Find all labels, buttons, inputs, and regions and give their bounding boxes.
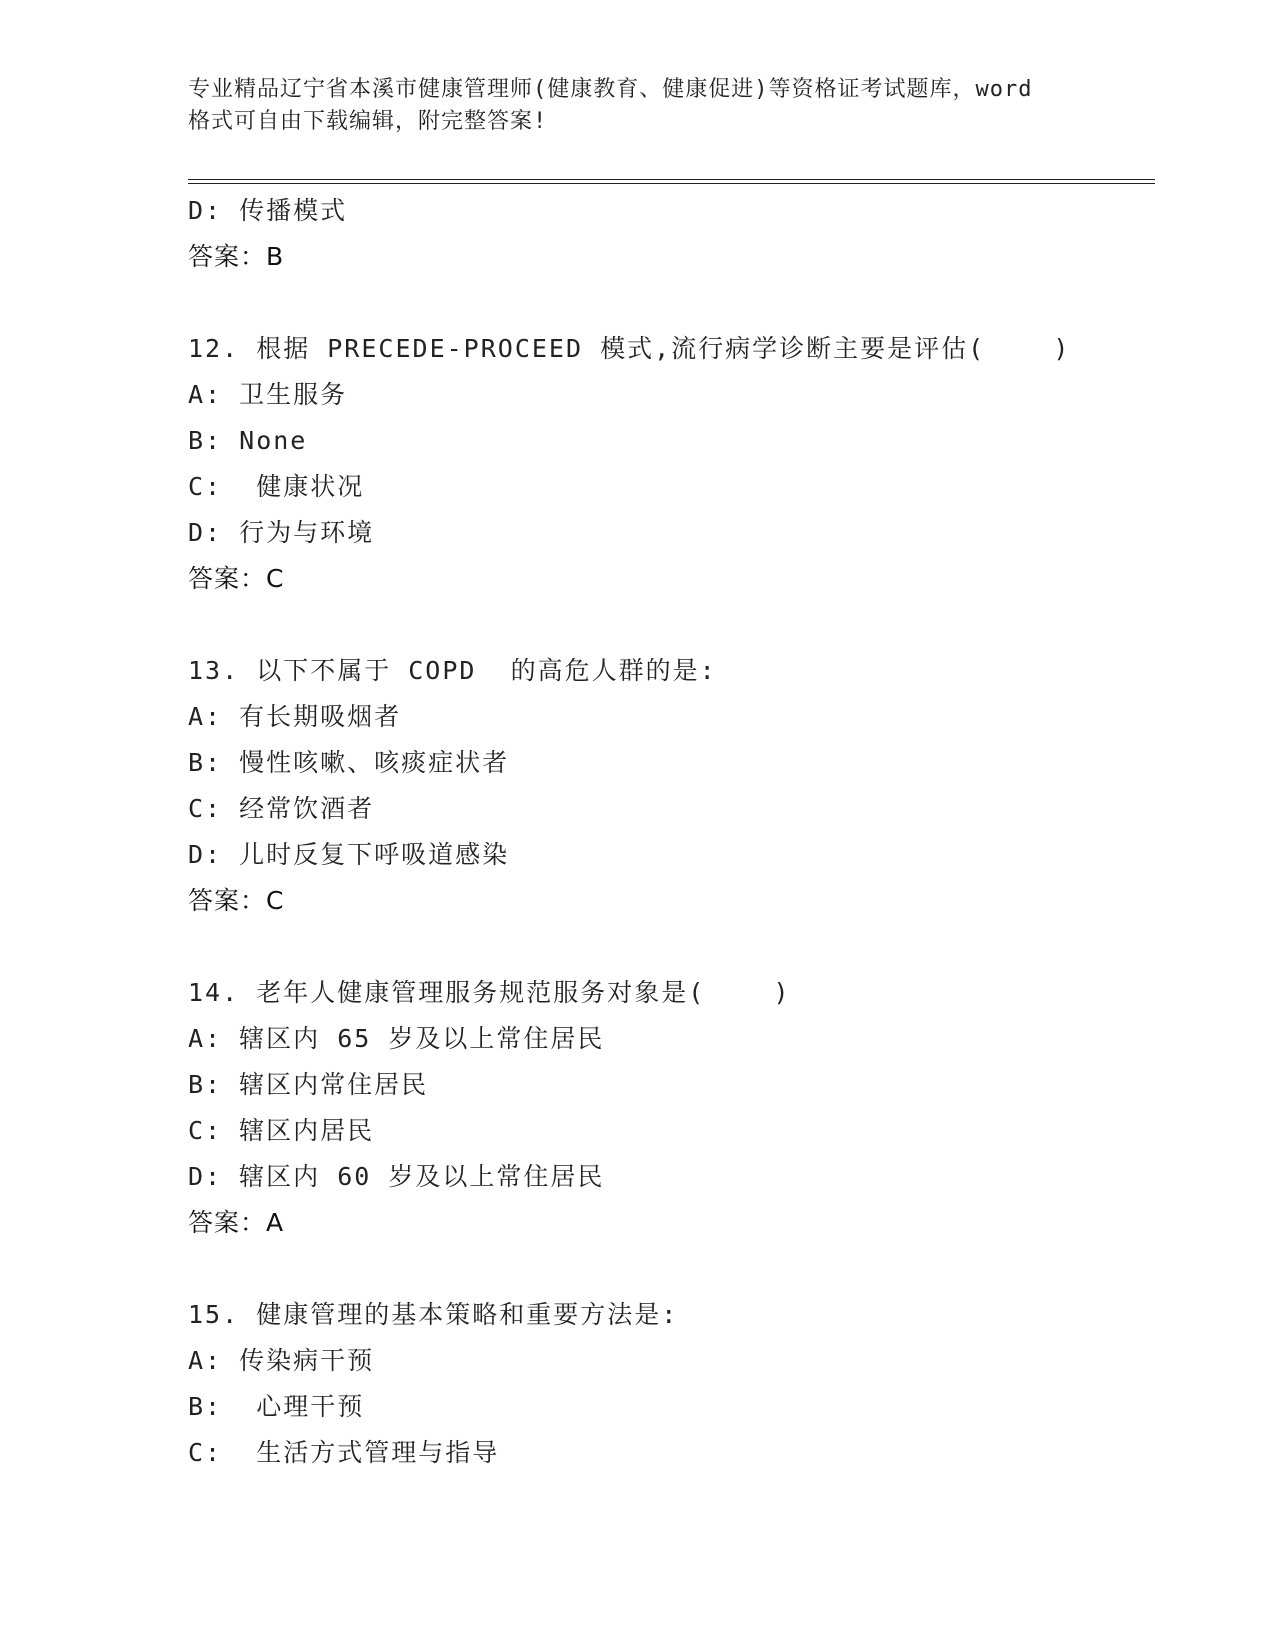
option-d: D: 传播模式	[188, 196, 348, 225]
header-line-1: 专业精品辽宁省本溪市健康管理师(健康教育、健康促进)等资格证考试题库，word	[188, 77, 1033, 102]
question-stem: 12. 根据 PRECEDE-PROCEED 模式,流行病学诊断主要是评估( )	[188, 334, 1071, 363]
question-15	[188, 1292, 1148, 1476]
option-d: D: 儿时反复下呼吸道感染	[188, 840, 510, 869]
question-stem: 15. 健康管理的基本策略和重要方法是:	[188, 1300, 679, 1329]
answer: 答案：A	[188, 1208, 285, 1237]
option-c: C: 辖区内居民	[188, 1116, 375, 1145]
question-12	[188, 326, 1148, 602]
question-14	[188, 970, 1148, 1246]
option-a: A: 有长期吸烟者	[188, 702, 402, 731]
header-line-2: 格式可自由下载编辑，附完整答案!	[188, 109, 548, 134]
document-header	[188, 74, 1088, 138]
option-b: B: None	[188, 426, 308, 455]
question-stem: 13. 以下不属于 COPD 的高危人群的是:	[188, 656, 717, 685]
header-rule-top	[188, 179, 1155, 180]
answer: 答案：B	[188, 242, 285, 271]
option-c: C: 生活方式管理与指导	[188, 1438, 500, 1467]
question-stem: 14. 老年人健康管理服务规范服务对象是( )	[188, 978, 791, 1007]
option-d: D: 行为与环境	[188, 518, 375, 547]
option-b: B: 慢性咳嗽、咳痰症状者	[188, 748, 510, 777]
option-c: C: 健康状况	[188, 472, 365, 501]
question-list	[188, 188, 1148, 1476]
option-a: A: 卫生服务	[188, 380, 348, 409]
answer: 答案：C	[188, 886, 285, 915]
header-rule-bottom	[188, 183, 1155, 184]
option-c: C: 经常饮酒者	[188, 794, 375, 823]
option-b: B: 辖区内常住居民	[188, 1070, 429, 1099]
option-a: A: 辖区内 65 岁及以上常住居民	[188, 1024, 605, 1053]
option-a: A: 传染病干预	[188, 1346, 375, 1375]
question-13	[188, 648, 1148, 924]
option-d: D: 辖区内 60 岁及以上常住居民	[188, 1162, 605, 1191]
option-b: B: 心理干预	[188, 1392, 365, 1421]
question-11-continued	[188, 188, 1148, 280]
answer: 答案：C	[188, 564, 285, 593]
